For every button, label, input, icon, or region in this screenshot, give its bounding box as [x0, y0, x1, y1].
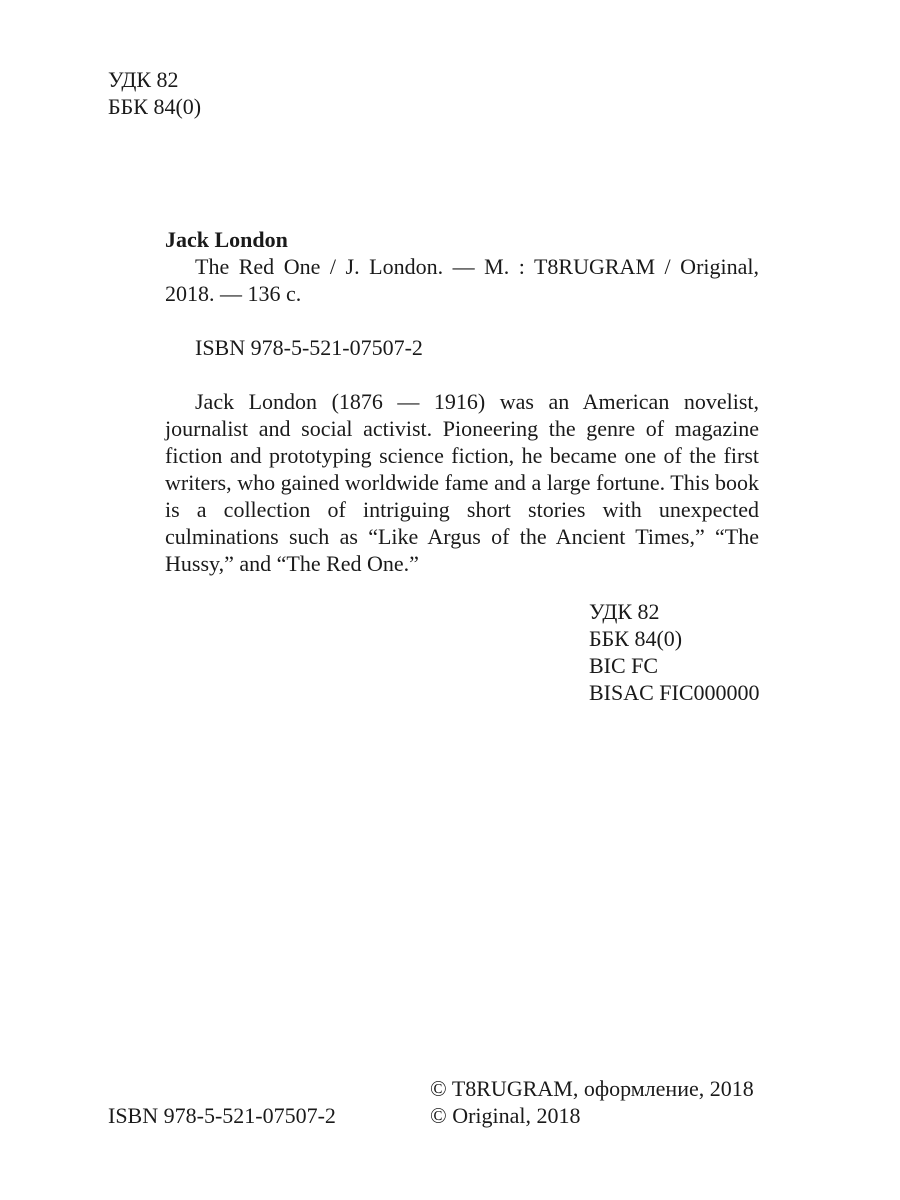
udk-code: УДК 82 — [108, 67, 179, 92]
isbn-number: ISBN 978-5-521-07507-2 — [108, 1103, 336, 1128]
udk-code: УДК 82 — [589, 599, 660, 624]
bbk-code: ББК 84(0) — [589, 626, 683, 651]
copyright-design: © T8RUGRAM, оформление, 2018 — [430, 1076, 754, 1101]
bibliographic-record — [165, 226, 759, 577]
copyright-original: © Original, 2018 — [430, 1103, 581, 1128]
bic-code: BIC FC — [589, 653, 659, 678]
bbk-code: ББК 84(0) — [108, 94, 202, 119]
bisac-code: BISAC FIC000000 — [589, 680, 760, 705]
author-name: Jack London — [165, 227, 288, 252]
citation-text: The Red One / J. London. — M. : T8RUGRAM / Original, 2018. — 136 c. — [165, 254, 759, 306]
isbn-number: ISBN 978-5-521-07507-2 — [195, 335, 423, 360]
footer-isbn — [108, 1102, 336, 1129]
annotation-text: Jack London (1876 — 1916) was an American novelist, journalist and social activist. Pioneering the genre of magazine fiction and prototyping science fiction, he became one of the first writers, who gained worldwide fame and a large fortune. This book is a collection of intriguing short stories with unexpected culminations such as “Like Argus of the Ancient Times,” “The Hussy,” and “The Red One.” — [165, 389, 759, 576]
classification-codes — [589, 598, 760, 706]
header-codes — [108, 66, 201, 120]
copyright-notices — [430, 1075, 754, 1129]
